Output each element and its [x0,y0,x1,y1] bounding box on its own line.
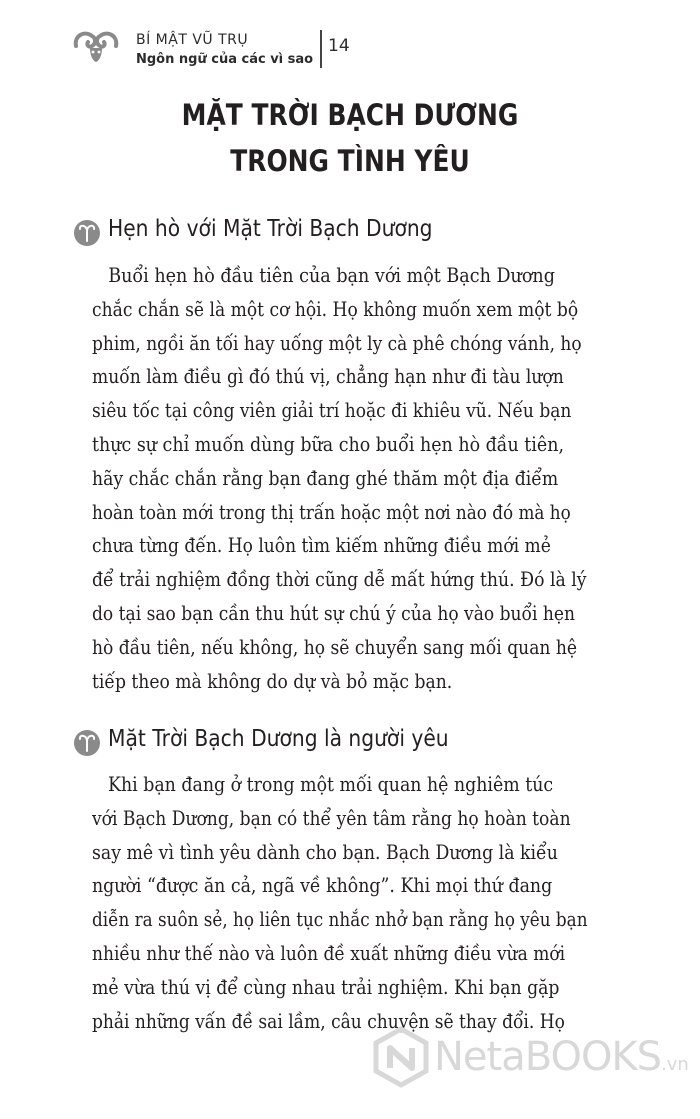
book-subtitle: Ngôn ngữ của các vì sao [136,52,314,67]
text-line: phải những vấn đề sai lầm, câu chuyện sẽ thay đổi. Họ [92,1009,565,1033]
text-line: thực sự chỉ muốn dùng bữa cho buổi hẹn hò đầu tiên, [92,432,565,456]
running-header [72,24,392,74]
aries-symbol-icon [74,220,100,246]
text-line: diễn ra suôn sẻ, họ liên tục nhắc nhở bạn rằng họ yêu bạn [92,908,588,932]
watermark-suffix: .vn [661,1054,689,1075]
book-title: BÍ MẬT VŨ TRỤ [136,32,249,48]
page-number: 14 [328,36,350,56]
section-heading-text: Mặt Trời Bạch Dương là người yêu [108,726,449,752]
text-line: với Bạch Dương, bạn có thể yên tâm rằng họ hoàn toàn [92,806,571,830]
text-line: người “được ăn cả, ngã về không”. Khi mọi thứ đang [92,874,553,898]
netabooks-watermark [370,1020,690,1100]
text-line: tiếp theo mà không do dự và bỏ mặc bạn. [92,669,453,693]
text-line: chắc chắn sẽ là một cơ hội. Họ không muốn xem một bộ [92,297,579,321]
chapter-title-line-2: TRONG TÌNH YÊU [230,144,470,178]
paragraph-1 [92,259,652,698]
paragraph-2 [92,768,652,1038]
text-line: Buổi hẹn hò đầu tiên của bạn với một Bạch Dương [108,264,555,287]
text-line: hãy chắc chắn rằng bạn đang ghé thăm một địa điểm [92,466,559,490]
netabooks-logo-icon [370,1026,432,1088]
text-line: mẻ vừa thú vị để cùng nhau trải nghiệm. Khi bạn gặp [92,975,560,999]
text-line: Khi bạn đang ở trong một mối quan hệ nghiêm túc [108,773,554,796]
text-line: nhiều như thế nào và luôn đề xuất những điều vừa mới [92,941,566,965]
watermark-text [434,1034,689,1080]
aries-symbol-icon [74,730,100,756]
chapter-title-line-1: MẶT TRỜI BẠCH DƯƠNG [181,98,519,132]
text-line: để trải nghiệm đồng thời cũng dễ mất hứng thú. Đó là lý [92,568,587,592]
section-heading-text: Hẹn hò với Mặt Trời Bạch Dương [108,216,433,242]
text-line: phim, ngồi ăn tối hay uống một ly cà phê chóng vánh, họ [92,331,582,355]
text-line: muốn làm điều gì đó thú vị, chẳng hạn như đi tàu lượn [92,365,564,389]
text-line: siêu tốc tại công viên giải trí hoặc đi khiêu vũ. Nếu bạn [92,399,572,423]
ram-head-icon [72,28,120,64]
text-line: chưa từng đến. Họ luôn tìm kiếm những điều mới mẻ [92,534,551,558]
text-line: say mê vì tình yêu dành cho bạn. Bạch Dương là kiểu [92,840,558,864]
text-line: do tại sao bạn cần thu hút sự chú ý của họ vào buổi hẹn [92,601,575,625]
watermark-brand: NetaBOOKS [434,1034,662,1080]
header-divider [320,30,322,68]
text-line: hoàn toàn mới trong thị trấn hoặc một nơi nào đó mà họ [92,500,571,524]
text-line: hò đầu tiên, nếu không, họ sẽ chuyển sang mối quan hệ [92,635,578,659]
